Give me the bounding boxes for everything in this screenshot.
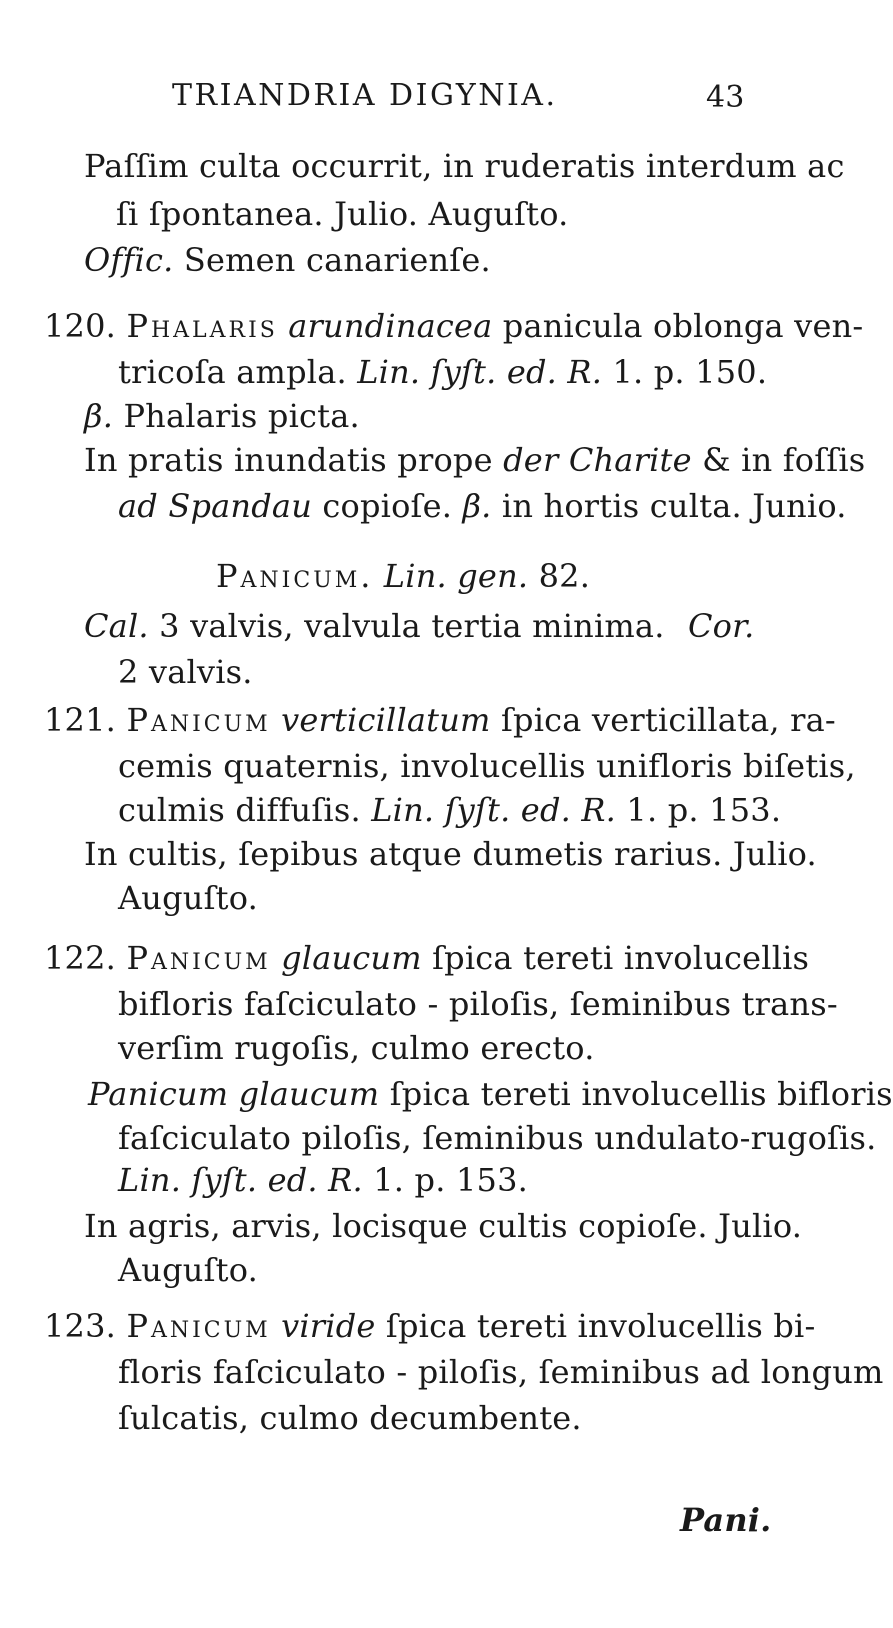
entry-121-page-ref: 1. p. 153. (616, 791, 782, 829)
entry-121-description: ſpica verticillata, ra- (490, 701, 836, 739)
entry-122-synonym-3 (118, 1160, 528, 1200)
entry-120-page-ref: 1. p. 150. (602, 353, 768, 391)
entry-121-number: 121. (44, 701, 117, 739)
entry-120-reference: Lin. ſyſt. ed. R. (357, 353, 603, 391)
entry-121-genus: Panicum (126, 701, 271, 739)
entry-121-line-2: cemis quaternis, involucellis unifloris biſetis, (118, 747, 856, 785)
entry-122-species: glaucum (281, 939, 422, 977)
entry-122-line-3: verſim rugoſis, culmo erecto. (118, 1029, 595, 1067)
genus-reference: Lin. gen. (373, 557, 529, 595)
entry-122-line-1 (44, 938, 809, 978)
habitat-text: In pratis inundatis prope (84, 441, 504, 479)
entry-122-habitat-2: Auguſto. (118, 1251, 258, 1289)
continuation-line-2: ſi ſpontanea. Julio. Auguſto. (116, 195, 569, 233)
synonym-name: Panicum glaucum (88, 1075, 380, 1113)
habitat-text: copioſe. (312, 487, 463, 525)
genus-reference-number: 82. (528, 557, 591, 595)
entry-120-line-2 (118, 352, 767, 392)
entry-121-species: verticillatum (281, 701, 491, 739)
entry-123-species: viride (281, 1307, 376, 1345)
variety-mark: β. (462, 487, 492, 525)
offic-line (84, 240, 491, 280)
genus-character-line-1 (84, 606, 665, 646)
habitat-text: in hortis culta. Junio. (491, 487, 847, 525)
entry-120-genus: Phalaris (126, 307, 278, 345)
entry-121-line-3 (118, 790, 781, 830)
continuation-line-1: Paſſim culta occurrit, in ruderatis interdum ac (84, 147, 845, 185)
entry-122-line-2: bifloris faſciculato - piloſis, ſeminibus trans- (118, 985, 838, 1023)
variety-mark: β. (84, 397, 114, 435)
entry-122-number: 122. (44, 939, 117, 977)
entry-122-genus: Panicum (126, 939, 271, 977)
catchword: Pani. (680, 1501, 772, 1539)
synonym-reference: Lin. ſyſt. ed. R. (118, 1161, 363, 1199)
entry-120-habitat-2 (118, 486, 847, 526)
entry-120-description: panicula oblonga ven- (492, 307, 864, 345)
entry-120-line-1 (44, 306, 863, 346)
entry-122-habitat-1: In agris, arvis, locisque cultis copioſe. Julio. (84, 1207, 803, 1245)
entry-121-reference: Lin. ſyſt. ed. R. (371, 791, 617, 829)
genus-character-line-2: 2 valvis. (118, 653, 253, 691)
habitat-place: der Charite (503, 441, 692, 479)
entry-120-number: 120. (44, 307, 117, 345)
entry-122-description: ſpica tereti involucellis (421, 939, 810, 977)
entry-121-line-1 (44, 700, 836, 740)
running-title: TRIANDRIA DIGYNIA. (172, 78, 558, 113)
offic-text: Semen canarienſe. (173, 241, 491, 279)
entry-120-species: arundinacea (288, 307, 493, 345)
entry-121-habitat-2: Auguſto. (118, 879, 258, 917)
entry-122-synonym-1 (88, 1074, 893, 1114)
entry-123-number: 123. (44, 1307, 117, 1345)
habitat-place: ad Spandau (118, 487, 312, 525)
genus-heading (216, 556, 590, 596)
synonym-text: ſpica tereti involucellis bifloris (379, 1075, 893, 1113)
entry-120-text: tricoſa ampla. (118, 353, 358, 391)
variety-text: Phalaris picta. (113, 397, 360, 435)
entry-121-text: culmis diffuſis. (118, 791, 372, 829)
entry-123-line-2: floris faſciculato - piloſis, ſeminibus ad longum (118, 1353, 884, 1391)
entry-120-habitat-1 (84, 440, 865, 480)
entry-120-variety (84, 396, 360, 436)
page-number: 43 (706, 80, 745, 115)
entry-123-genus: Panicum (126, 1307, 271, 1345)
entry-121-habitat-1: In cultis, ſepibus atque dumetis rarius. Julio. (84, 835, 817, 873)
calyx-text: 3 valvis, valvula tertia minima. (148, 607, 665, 645)
habitat-text: & in foſſis (691, 441, 866, 479)
entry-123-description: ſpica tereti involucellis bi- (375, 1307, 816, 1345)
genus-name: Panicum. (216, 557, 374, 595)
corolla-label: Cor. (688, 607, 755, 645)
entry-123-line-1 (44, 1306, 815, 1346)
synonym-page-ref: 1. p. 153. (362, 1161, 528, 1199)
entry-123-line-3: ſulcatis, culmo decumbente. (118, 1399, 582, 1437)
offic-label: Offic. (84, 241, 174, 279)
calyx-label: Cal. (84, 607, 149, 645)
entry-122-synonym-2: faſciculato piloſis, ſeminibus undulato-rugoſis. (118, 1119, 877, 1157)
